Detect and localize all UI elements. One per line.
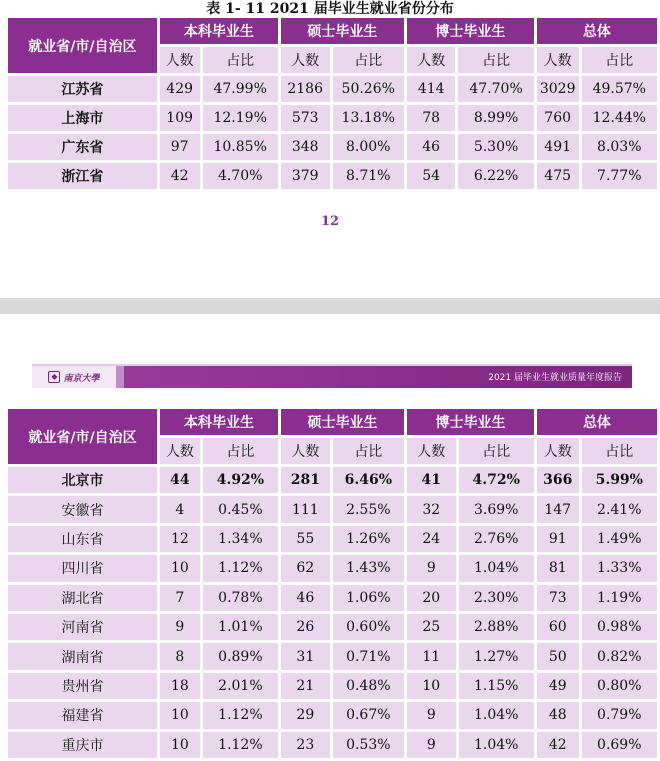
region-header: 就业省/市/自治区: [8, 409, 157, 464]
region-cell: 浙江省: [8, 163, 157, 189]
data-cell: 47.99%: [203, 76, 278, 102]
data-cell: 8.99%: [458, 105, 533, 131]
subheader-cell: 人数: [537, 438, 579, 464]
data-cell: 491: [537, 134, 579, 160]
data-cell: 29: [281, 702, 330, 728]
data-cell: 48: [537, 702, 579, 728]
header-row-groups: [8, 409, 657, 435]
group-header: 博士毕业生: [407, 18, 534, 44]
data-cell: 9: [407, 702, 456, 728]
table-row: [8, 496, 657, 522]
data-cell: 0.60%: [333, 614, 404, 640]
subheader-cell: 占比: [458, 47, 533, 73]
data-cell: 0.78%: [203, 585, 278, 611]
table-caption: 表 1- 11 2021 届毕业生就业省份分布: [206, 1, 454, 17]
data-cell: 0.48%: [333, 673, 404, 699]
data-cell: 49.57%: [582, 76, 657, 102]
data-cell: 1.04%: [459, 555, 534, 581]
document-page-1: [0, 0, 660, 298]
data-cell: 12.19%: [203, 105, 278, 131]
data-cell: 60: [537, 614, 579, 640]
data-cell: 348: [281, 134, 330, 160]
data-cell: 366: [537, 467, 579, 493]
data-cell: 475: [537, 163, 579, 189]
data-cell: 9: [407, 732, 456, 758]
subheader-cell: 人数: [281, 47, 330, 73]
data-cell: 9: [160, 614, 200, 640]
data-cell: 1.12%: [203, 555, 278, 581]
data-cell: 0.69%: [582, 732, 657, 758]
group-header: 博士毕业生: [407, 409, 534, 435]
data-cell: 6.46%: [333, 467, 404, 493]
table-row: [8, 105, 657, 131]
subheader-cell: 人数: [407, 47, 455, 73]
data-cell: 0.71%: [333, 643, 404, 669]
table-row: [8, 643, 657, 669]
data-cell: 81: [537, 555, 579, 581]
data-cell: 7: [160, 585, 200, 611]
group-header: 硕士毕业生: [281, 409, 404, 435]
data-cell: 2.30%: [459, 585, 534, 611]
region-cell: 重庆市: [8, 732, 157, 758]
table-row: [8, 702, 657, 728]
header-row-groups: [8, 18, 657, 44]
data-cell: 281: [281, 467, 330, 493]
data-cell: 1.33%: [582, 555, 657, 581]
subheader-cell: 人数: [537, 47, 579, 73]
group-header: 本科毕业生: [160, 409, 278, 435]
data-cell: 10: [407, 673, 456, 699]
region-cell: 湖南省: [8, 643, 157, 669]
data-cell: 573: [281, 105, 330, 131]
data-cell: 1.43%: [333, 555, 404, 581]
crest-icon: ◆: [48, 371, 60, 383]
data-cell: 18: [160, 673, 200, 699]
table-row: [8, 76, 657, 102]
table-row: [8, 614, 657, 640]
data-cell: 24: [407, 526, 456, 552]
data-cell: 1.04%: [459, 732, 534, 758]
region-cell: 江苏省: [8, 76, 157, 102]
data-cell: 1.19%: [582, 585, 657, 611]
group-header: 本科毕业生: [160, 18, 278, 44]
data-cell: 0.67%: [333, 702, 404, 728]
province-distribution-table-continued: [5, 406, 660, 761]
data-cell: 97: [160, 134, 200, 160]
data-cell: 42: [160, 163, 200, 189]
data-cell: 4.92%: [203, 467, 278, 493]
data-cell: 10.85%: [203, 134, 278, 160]
data-cell: 0.45%: [203, 496, 278, 522]
data-cell: 12.44%: [582, 105, 657, 131]
data-cell: 44: [160, 467, 200, 493]
page-number: 12: [320, 214, 340, 229]
data-cell: 1.12%: [203, 702, 278, 728]
data-cell: 0.80%: [582, 673, 657, 699]
data-cell: 4.72%: [459, 467, 534, 493]
data-cell: 109: [160, 105, 200, 131]
data-cell: 1.06%: [333, 585, 404, 611]
region-cell: 福建省: [8, 702, 157, 728]
region-cell: 四川省: [8, 555, 157, 581]
data-cell: 10: [160, 702, 200, 728]
table-row: [8, 585, 657, 611]
data-cell: 2.01%: [203, 673, 278, 699]
data-cell: 1.15%: [459, 673, 534, 699]
data-cell: 1.26%: [333, 526, 404, 552]
data-cell: 7.77%: [582, 163, 657, 189]
data-cell: 3.69%: [459, 496, 534, 522]
group-header: 硕士毕业生: [281, 18, 404, 44]
region-header: 就业省/市/自治区: [8, 18, 157, 73]
province-distribution-table: [5, 15, 660, 192]
data-cell: 13.18%: [333, 105, 404, 131]
data-cell: 62: [281, 555, 330, 581]
data-cell: 54: [407, 163, 455, 189]
data-cell: 429: [160, 76, 200, 102]
table-row: [8, 134, 657, 160]
data-cell: 8.00%: [333, 134, 404, 160]
data-cell: 379: [281, 163, 330, 189]
region-cell: 河南省: [8, 614, 157, 640]
data-cell: 3029: [537, 76, 579, 102]
data-cell: 50: [537, 643, 579, 669]
group-header: 总体: [537, 18, 657, 44]
subheader-cell: 占比: [459, 438, 534, 464]
table-row: [8, 555, 657, 581]
region-cell: 山东省: [8, 526, 157, 552]
region-cell: 北京市: [8, 467, 157, 493]
data-cell: 1.27%: [459, 643, 534, 669]
data-cell: 2186: [281, 76, 330, 102]
data-cell: 4.70%: [203, 163, 278, 189]
report-header-banner: [32, 364, 632, 388]
data-cell: 5.99%: [582, 467, 657, 493]
university-logo: [32, 366, 124, 388]
subheader-cell: 人数: [281, 438, 330, 464]
data-cell: 41: [407, 467, 456, 493]
subheader-cell: 占比: [333, 47, 404, 73]
data-cell: 55: [281, 526, 330, 552]
subheader-cell: 占比: [582, 47, 657, 73]
group-header: 总体: [537, 409, 657, 435]
data-cell: 78: [407, 105, 455, 131]
data-cell: 46: [281, 585, 330, 611]
data-cell: 414: [407, 76, 455, 102]
data-cell: 1.34%: [203, 526, 278, 552]
subheader-cell: 占比: [203, 438, 278, 464]
data-cell: 8.03%: [582, 134, 657, 160]
logo-text: 南京大學: [63, 373, 100, 384]
data-cell: 760: [537, 105, 579, 131]
data-cell: 50.26%: [333, 76, 404, 102]
document-page-2: [0, 314, 660, 754]
region-cell: 湖北省: [8, 585, 157, 611]
data-cell: 26: [281, 614, 330, 640]
table-row: [8, 526, 657, 552]
report-title: 2021 届毕业生就业质量年度报告: [488, 373, 622, 383]
data-cell: 2.41%: [582, 496, 657, 522]
data-cell: 1.01%: [203, 614, 278, 640]
subheader-cell: 人数: [160, 47, 200, 73]
subheader-cell: 占比: [203, 47, 278, 73]
data-cell: 1.04%: [459, 702, 534, 728]
data-cell: 1.12%: [203, 732, 278, 758]
data-cell: 0.82%: [582, 643, 657, 669]
data-cell: 147: [537, 496, 579, 522]
subheader-cell: 人数: [407, 438, 456, 464]
data-cell: 8.71%: [333, 163, 404, 189]
data-cell: 11: [407, 643, 456, 669]
data-cell: 0.98%: [582, 614, 657, 640]
data-cell: 73: [537, 585, 579, 611]
data-cell: 0.53%: [333, 732, 404, 758]
data-cell: 21: [281, 673, 330, 699]
region-cell: 安徽省: [8, 496, 157, 522]
data-cell: 23: [281, 732, 330, 758]
data-cell: 1.49%: [582, 526, 657, 552]
data-cell: 0.79%: [582, 702, 657, 728]
data-cell: 12: [160, 526, 200, 552]
subheader-cell: 人数: [160, 438, 200, 464]
table-row: [8, 673, 657, 699]
data-cell: 10: [160, 555, 200, 581]
region-cell: 贵州省: [8, 673, 157, 699]
data-cell: 47.70%: [458, 76, 533, 102]
table-row: [8, 467, 657, 493]
data-cell: 2.88%: [459, 614, 534, 640]
data-cell: 20: [407, 585, 456, 611]
region-cell: 广东省: [8, 134, 157, 160]
data-cell: 111: [281, 496, 330, 522]
data-cell: 4: [160, 496, 200, 522]
data-cell: 25: [407, 614, 456, 640]
page-separator: [0, 298, 660, 314]
data-cell: 10: [160, 732, 200, 758]
data-cell: 5.30%: [458, 134, 533, 160]
data-cell: 46: [407, 134, 455, 160]
data-cell: 9: [407, 555, 456, 581]
data-cell: 49: [537, 673, 579, 699]
subheader-cell: 占比: [333, 438, 404, 464]
data-cell: 31: [281, 643, 330, 669]
subheader-cell: 占比: [582, 438, 657, 464]
data-cell: 32: [407, 496, 456, 522]
data-cell: 42: [537, 732, 579, 758]
region-cell: 上海市: [8, 105, 157, 131]
table-row: [8, 163, 657, 189]
data-cell: 6.22%: [458, 163, 533, 189]
data-cell: 0.89%: [203, 643, 278, 669]
data-cell: 8: [160, 643, 200, 669]
data-cell: 91: [537, 526, 579, 552]
data-cell: 2.55%: [333, 496, 404, 522]
data-cell: 2.76%: [459, 526, 534, 552]
